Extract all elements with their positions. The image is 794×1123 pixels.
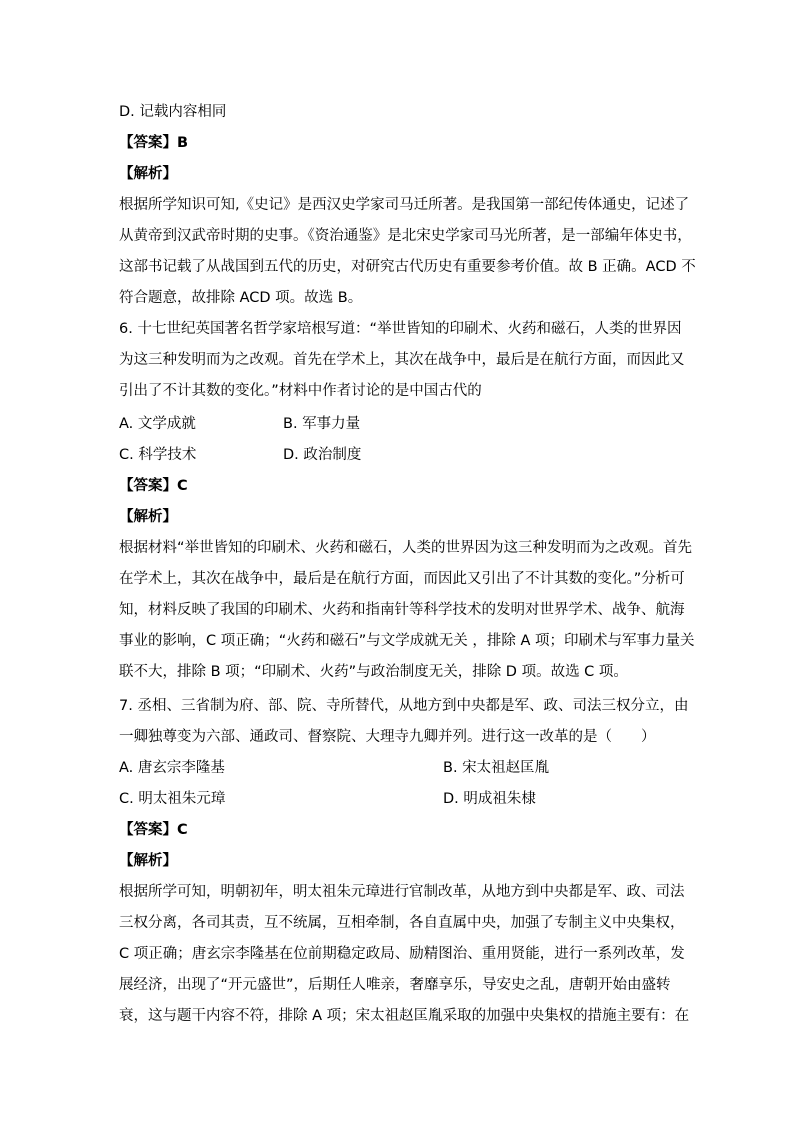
q7-analysis-label: 【解析】 [119,853,177,869]
q7-stem-line: 7. 丞相、三省制为府、部、院、寺所替代，从地方到中央都是军、政、司法三权分立，由 [119,698,689,714]
q6-stem-line: 引出了不计其数的变化。”材料中作者讨论的是中国古代的 [119,383,482,399]
q6-analysis-line: 在学术上，其次在战争中，最后是在航行方面，而因此又引出了不计其数的变化。”分析可 [119,571,685,587]
q6-analysis-line: 知，材料反映了我国的印刷术、火药和指南针等科学技术的发明对世界学术、战争、航海 [119,602,685,618]
q7-analysis-line: C 项正确；唐玄宗李隆基在位前期稳定政局、励精图治、重用贤能，进行一系列改革，发 [119,946,685,962]
q7-stem-line: 一卿独尊变为六部、通政司、督察院、大理寺九卿并列。进行这一改革的是（ ） [119,729,656,745]
q6-analysis-label: 【解析】 [119,509,177,525]
q6-analysis-line: 根据材料“举世皆知的印刷术、火药和磁石，人类的世界因为这三种发明而为之改观。首先 [119,540,693,556]
q6-analysis-line: 联不大，排除 B 项；“印刷术、火药”与政治制度无关，排除 D 项。故选 C 项。 [119,664,628,680]
q7-answer: 【答案】C [119,822,188,838]
q5-analysis-line: 符合题意，故排除 ACD 项。故选 B。 [119,290,363,306]
q5-analysis-line: 从黄帝到汉武帝时期的史事。《资治通鉴》是北宋史学家司马光所著，是一部编年体史书， [119,228,692,244]
q7-option-a: A. 唐玄宗李隆基 [119,760,225,776]
q5-option-d: D. 记载内容相同 [119,104,227,120]
q7-option-d: D. 明成祖朱棣 [443,791,536,807]
q6-option-d: D. 政治制度 [283,447,362,463]
q5-analysis-label: 【解析】 [119,166,177,182]
q7-analysis-line: 展经济，出现了“开元盛世”，后期任人唯亲，奢靡享乐，导安史之乱，唐朝开始由盛转 [119,977,671,993]
q6-stem-line: 6. 十七世纪英国著名哲学家培根写道：“举世皆知的印刷术、火药和磁石，人类的世界因 [119,321,682,337]
q7-option-c: C. 明太祖朱元璋 [119,791,226,807]
q5-answer: 【答案】B [119,135,189,151]
q6-option-b: B. 军事力量 [283,416,361,432]
q6-answer: 【答案】C [119,478,188,494]
q6-analysis-line: 事业的影响，C 项正确；“火药和磁石”与文学成就无关 ，排除 A 项；印刷术与军事力量关 [119,633,695,649]
q5-analysis-line: 这部书记载了从战国到五代的历史，对研究古代历史有重要参考价值。故 B 正确。ACD 不 [119,259,696,275]
q7-option-b: B. 宋太祖赵匡胤 [443,760,550,776]
q7-analysis-line: 衰，这与题干内容不符，排除 A 项；宋太祖赵匡胤采取的加强中央集权的措施主要有：在 [119,1008,690,1024]
q6-option-c: C. 科学技术 [119,447,197,463]
q7-analysis-line: 根据所学可知，明朝初年，明太祖朱元璋进行官制改革，从地方到中央都是军、政、司法 [119,884,685,900]
q7-analysis-line: 三权分离，各司其责，互不统属，互相牵制，各自直属中央，加强了专制主义中央集权， [119,915,685,931]
q6-stem-line: 为这三种发明而为之改观。首先在学术上，其次在战争中，最后是在航行方面，而因此又 [119,352,685,368]
q5-analysis-line: 根据所学知识可知,《史记》是西汉史学家司马迁所著。是我国第一部纪传体通史，记述了 [119,197,690,213]
q6-option-a: A. 文学成就 [119,416,196,432]
